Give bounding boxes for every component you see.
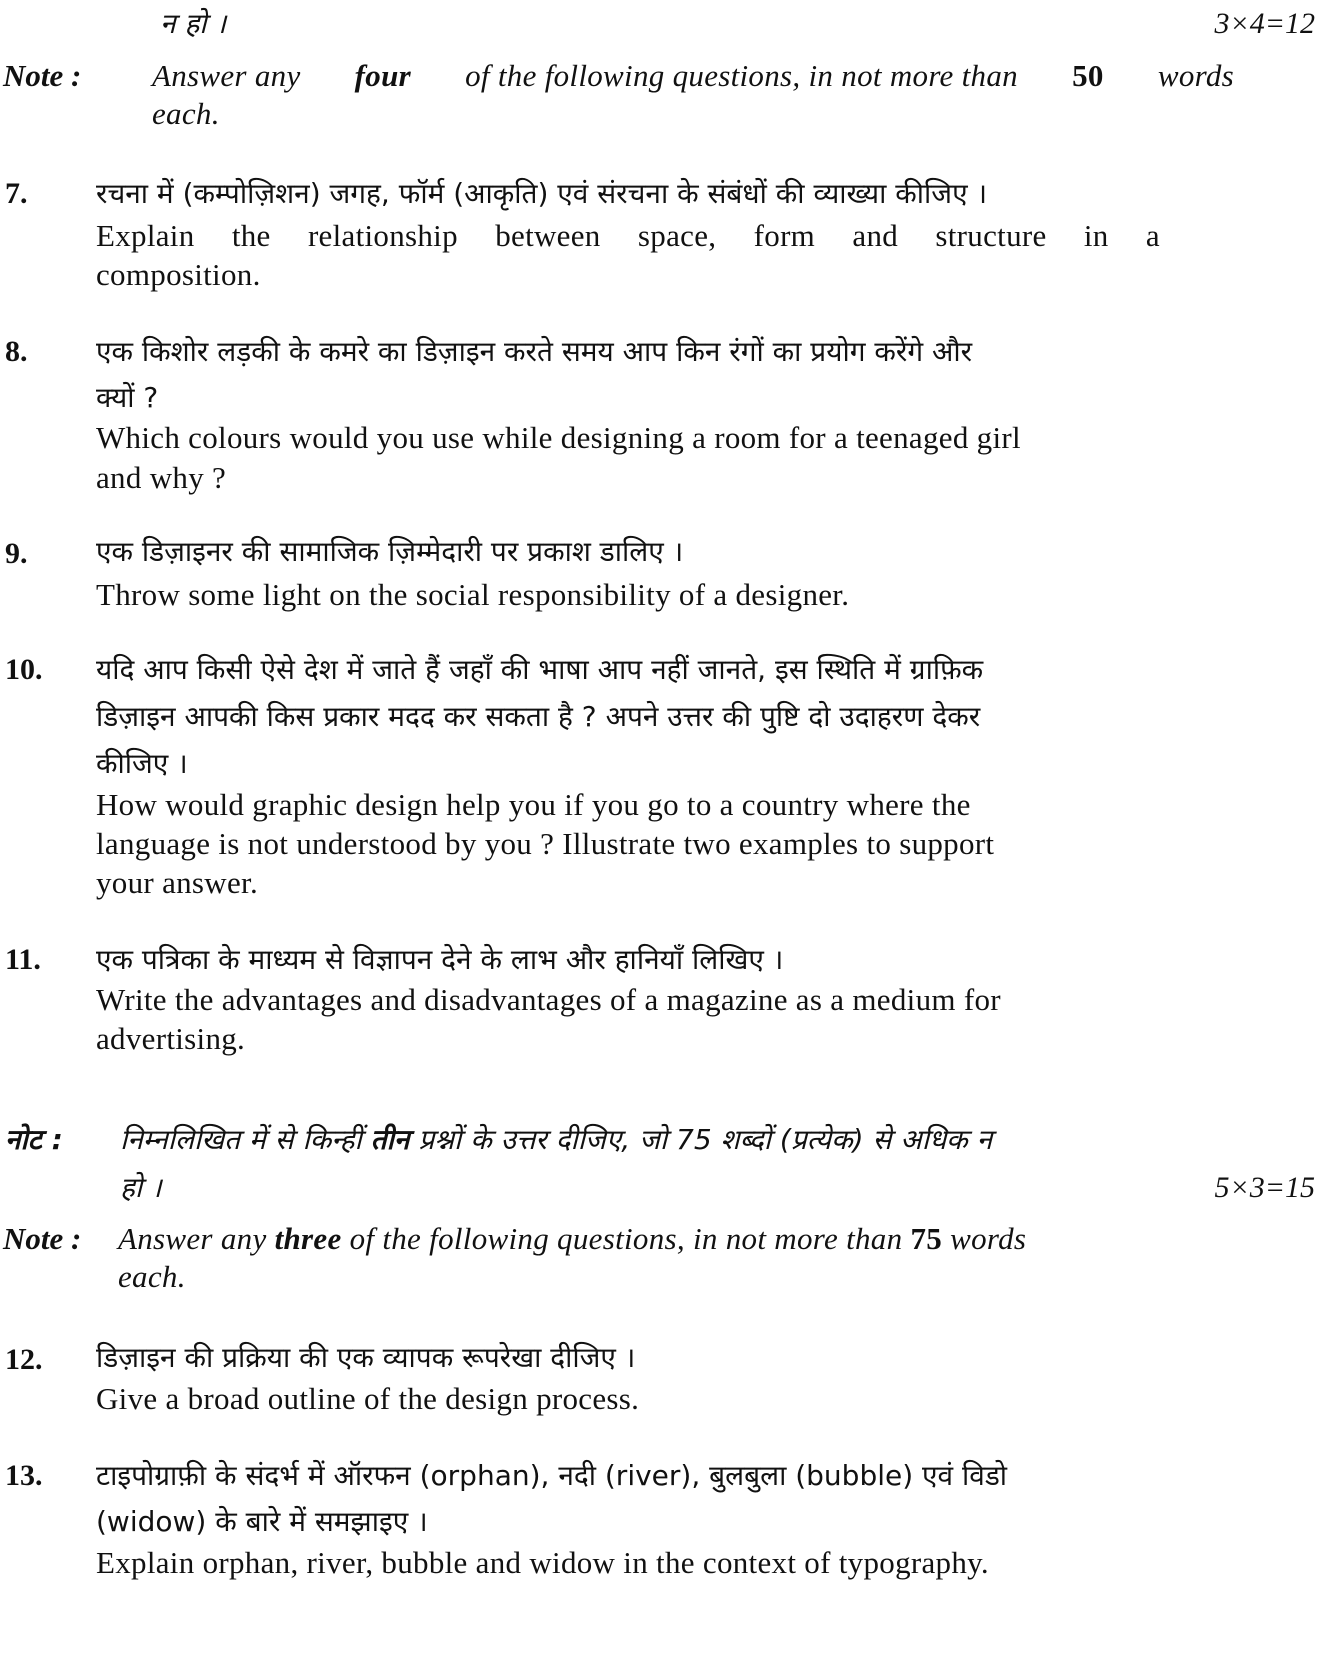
hindi-note-bold: तीन <box>370 1123 410 1156</box>
w: structure <box>935 218 1047 253</box>
question-13-hindi-1: टाइपोग्राफ़ी के संदर्भ में ऑरफन (orphan), नदी (river), बुलबुला (bubble) एवं विडो <box>96 1459 1008 1492</box>
hindi-note-tail: न हो । <box>160 7 227 40</box>
question-11-english-1: Write the advantages and disadvantages of a magazine as a medium for <box>96 982 1001 1017</box>
question-8-hindi-2: क्यों ? <box>96 381 159 414</box>
w: relationship <box>307 218 458 253</box>
question-11-hindi-1: एक पत्रिका के माध्यम से विज्ञापन देने के लाभ और हानियाँ लिखिए । <box>96 943 784 976</box>
question-7-hindi-1: रचना में (कम्पोज़िशन) जगह, फॉर्म (आकृति) एवं संरचना के संबंधों की व्याख्या कीजिए । <box>96 177 988 210</box>
question-number-12: 12. <box>5 1343 43 1376</box>
note-label: Note : <box>3 58 82 93</box>
q7-en-justify <box>96 218 1160 254</box>
question-11-english-2: advertising. <box>96 1021 246 1056</box>
note-label-2: Note : <box>3 1221 82 1256</box>
question-7-english-1 <box>96 218 1160 254</box>
question-number-7: 7. <box>5 177 28 210</box>
note-2-line2: each. <box>118 1259 186 1294</box>
question-13-english-1: Explain orphan, river, bubble and widow in the context of typography. <box>96 1545 989 1580</box>
hindi-note-label: नोट : <box>5 1123 63 1156</box>
question-number-13: 13. <box>5 1459 43 1492</box>
note-2-line1 <box>118 1221 1026 1257</box>
w: in <box>1083 218 1109 253</box>
hindi-note-pre: निम्नलिखित में से किन्हीं <box>120 1123 362 1156</box>
note-text-num: 50 <box>1072 58 1104 93</box>
w: between <box>495 218 601 253</box>
question-13-hindi-2: (widow) के बारे में समझाइए । <box>96 1505 428 1538</box>
w: form <box>753 218 816 253</box>
note-text-post: words <box>1157 58 1234 93</box>
note2-num: 75 <box>910 1221 943 1256</box>
note-text-pre: Answer any <box>152 58 301 93</box>
question-10-hindi-2: डिज़ाइन आपकी किस प्रकार मदद कर सकता है ? अपने उत्तर की पुष्टि दो उदाहरण देकर <box>96 700 981 733</box>
hindi-note-post: प्रश्नों के उत्तर दीजिए, जो 75 शब्दों (प्रत्येक) से अधिक न <box>418 1123 993 1156</box>
hindi-note-line1 <box>120 1122 992 1158</box>
note-text-bold: four <box>354 58 411 93</box>
hindi-note-line2: हो । <box>120 1171 162 1204</box>
w: space, <box>637 218 717 253</box>
note2-bold: three <box>274 1221 342 1256</box>
question-9-english-1: Throw some light on the social responsibility of a designer. <box>96 577 850 612</box>
note-instruction-line1 <box>152 58 1234 94</box>
question-8-hindi-1: एक किशोर लड़की के कमरे का डिज़ाइन करते समय आप किन रंगों का प्रयोग करेंगे और <box>96 335 973 368</box>
marks-5x3: 5×3=15 <box>1214 1171 1315 1204</box>
question-number-11: 11. <box>5 943 41 976</box>
note2-pre: Answer any <box>118 1221 267 1256</box>
question-8-english-1: Which colours would you use while designing a room for a teenaged girl <box>96 420 1021 455</box>
question-10-english-2: language is not understood by you ? Illustrate two examples to support <box>96 826 995 861</box>
question-7-english-2: composition. <box>96 257 261 292</box>
question-12-english-1: Give a broad outline of the design process. <box>96 1381 640 1416</box>
w: and <box>852 218 899 253</box>
question-9-hindi-1: एक डिज़ाइनर की सामाजिक ज़िम्मेदारी पर प्रकाश डालिए । <box>96 535 684 568</box>
question-10-english-3: your answer. <box>96 865 259 900</box>
w: a <box>1145 218 1160 253</box>
question-number-9: 9. <box>5 537 28 570</box>
question-12-hindi-1: डिज़ाइन की प्रक्रिया की एक व्यापक रूपरेखा दीजिए । <box>96 1341 636 1374</box>
w: Explain <box>96 218 195 253</box>
w: the <box>231 218 271 253</box>
marks-4x3: 3×4=12 <box>1214 7 1315 40</box>
question-number-8: 8. <box>5 335 28 368</box>
question-10-english-1: How would graphic design help you if you go to a country where the <box>96 787 971 822</box>
note2-mid: of the following questions, in not more than <box>349 1221 903 1256</box>
question-8-english-2: and why ? <box>96 460 227 495</box>
question-number-10: 10. <box>5 653 43 686</box>
note2-post: words <box>950 1221 1027 1256</box>
note-text-mid: of the following questions, in not more than <box>465 58 1018 93</box>
note-instruction-line2: each. <box>152 96 220 131</box>
question-10-hindi-1: यदि आप किसी ऐसे देश में जाते हैं जहाँ की भाषा आप नहीं जानते, इस स्थिति में ग्राफ़िक <box>96 653 984 686</box>
question-10-hindi-3: कीजिए । <box>96 747 188 780</box>
